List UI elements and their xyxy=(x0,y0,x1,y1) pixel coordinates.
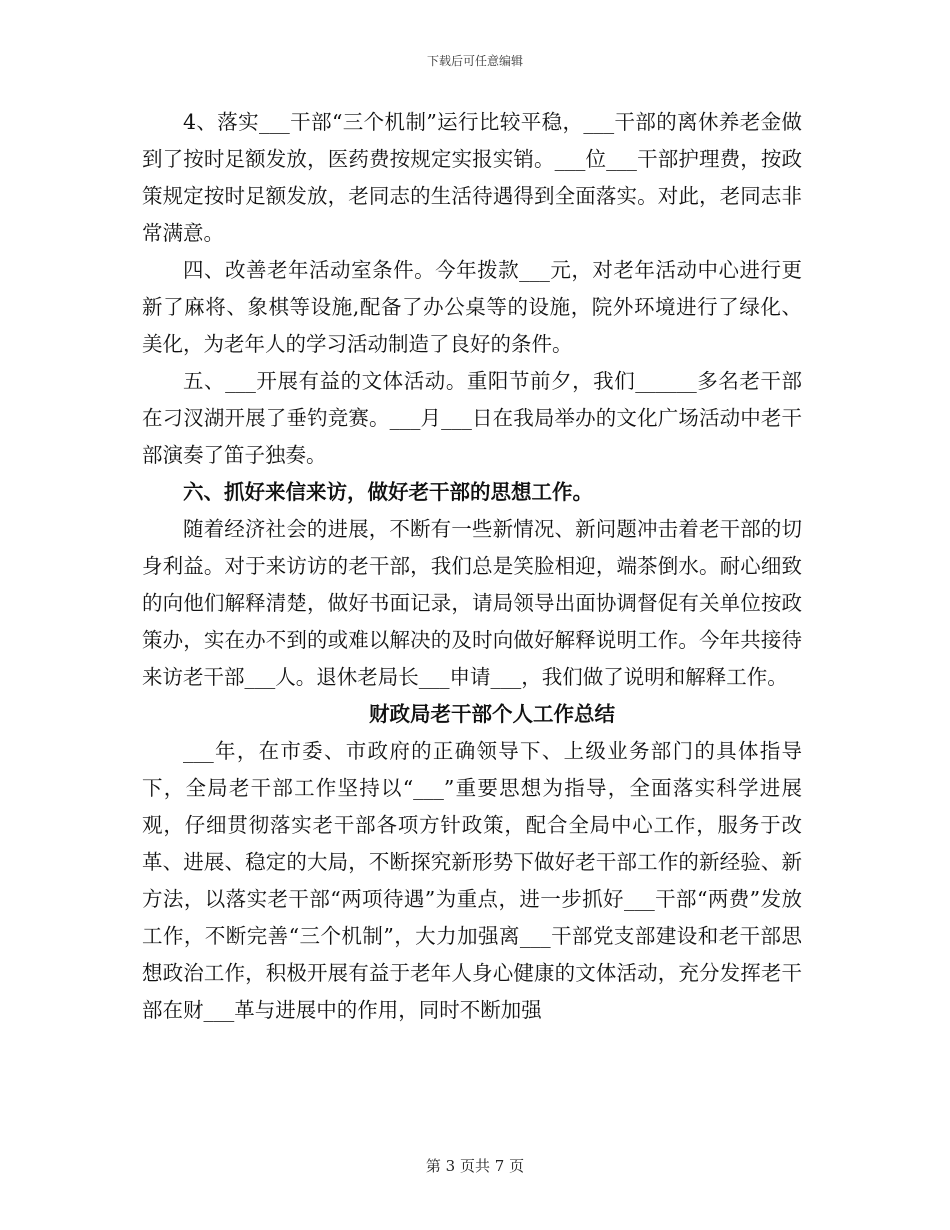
page-footer: 第 3 页共 7 页 xyxy=(425,1157,525,1175)
paragraph-1: 4、落实___干部“三个机制”运行比较平稳，___干部的离休养老金做到了按时足额发放，医药费按规定实报实销。___位___干部护理费，按政策规定按时足额发放，老同志的生活待遇得到全面落实。对此，老同志非常满意。 xyxy=(142,110,802,245)
page-header: 下载后可任意编辑 xyxy=(426,54,523,68)
document-body xyxy=(142,104,802,1029)
paragraph-2: 四、改善老年活动室条件。今年拨款___元，对老年活动中心进行更新了麻将、象棋等设施,配备了办公桌等的设施，院外环境进行了绿化、美化，为老年人的学习活动制造了良好的条件。 xyxy=(142,258,802,356)
document-title: 财政局老干部个人工作总结 xyxy=(369,702,615,726)
paragraph-3: 五、___开展有益的文体活动。重阳节前夕，我们______多名老干部在刁汊湖开展了垂钓竞赛。___月___日在我局举办的文化广场活动中老干部演奏了笛子独奏。 xyxy=(142,369,802,467)
paragraph-5: ___年，在市委、市政府的正确领导下、上级业务部门的具体指导下，全局老干部工作坚持以“___”重要思想为指导，全面落实科学进展观，仔细贯彻落实老干部各项方针政策，配合全局中心工作，服务于改革、进展、稳定的大局，不断探究新形势下做好老干部工作的新经验、新方法，以落实老干部“两项待遇”为重点，进一步抓好___干部“两费”发放工作，不断完善“三个机制”，大力加强离___干部党支部建设和老干部思想政治工作，积极开展有益于老年人身心健康的文体活动，充分发挥老干部在财___革与进展中的作用，同时不断加强 xyxy=(142,739,802,1022)
paragraph-4: 随着经济社会的进展，不断有一些新情况、新问题冲击着老干部的切身利益。对于来访访的老干部，我们总是笑脸相迎，端茶倒水。耐心细致的向他们解释清楚，做好书面记录，请局领导出面协调督促有关单位按政策办，实在办不到的或难以解决的及时向做好解释说明工作。今年共接待来访老干部___人。退休老局长___申请___，我们做了说明和解释工作。 xyxy=(142,517,802,689)
section-heading-6: 六、抓好来信来访，做好老干部的思想工作。 xyxy=(183,480,593,504)
